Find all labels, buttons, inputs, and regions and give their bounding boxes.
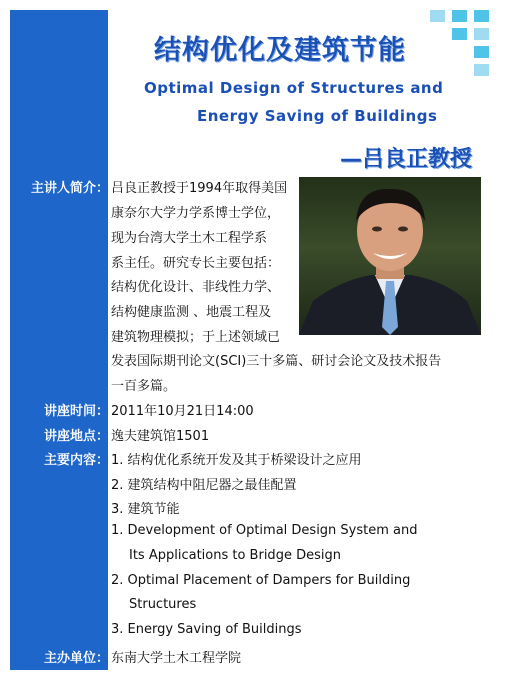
- content-label: 主要内容：: [43, 453, 109, 468]
- intro-label: 主讲人简介：: [30, 181, 109, 196]
- intro-line-4: 系主任。研究专长主要包括：: [111, 256, 281, 271]
- intro-line-9: 一百多篇。: [111, 379, 177, 394]
- portrait-illustration: [299, 177, 481, 335]
- content-line-4: 1. Development of Optimal Design System and: [111, 523, 418, 538]
- organizer-value: 东南大学土木工程学院: [111, 651, 242, 666]
- intro-line-5: 结构优化设计、非线性力学、: [111, 280, 281, 295]
- left-blue-bar: [10, 10, 108, 670]
- content-line-2: 2. 建筑结构中阻尼器之最佳配置: [111, 478, 297, 493]
- organizer-label: 主办单位：: [43, 651, 109, 666]
- intro-line-2: 康奈尔大学力学系博士学位，: [111, 206, 281, 221]
- intro-line-7: 建筑物理模拟；于上述领域已: [111, 330, 281, 345]
- venue-value: 逸夫建筑馆1501: [111, 429, 210, 444]
- content-line-3: 3. 建筑节能: [111, 502, 180, 517]
- time-label: 讲座时间：: [43, 404, 109, 419]
- decorative-squares: [430, 10, 500, 80]
- intro-line-1: 吕良正教授于1994年取得美国: [111, 181, 288, 196]
- title-english-line2: Energy Saving of Buildings: [197, 107, 438, 125]
- content-line-5: Its Applications to Bridge Design: [129, 548, 341, 563]
- time-value: 2011年10月21日14:00: [111, 404, 254, 419]
- content-line-8: 3. Energy Saving of Buildings: [111, 622, 302, 637]
- content-line-1: 1. 结构优化系统开发及其于桥梁设计之应用: [111, 453, 362, 468]
- intro-line-6: 结构健康监测 、地震工程及: [111, 305, 272, 320]
- intro-line-3: 现为台湾大学土木工程学系: [111, 231, 268, 246]
- intro-line-8: 发表国际期刊论文(SCI)三十多篇、研讨会论文及技术报告: [111, 354, 442, 369]
- title-chinese: 结构优化及建筑节能: [154, 35, 406, 66]
- content-line-7: Structures: [129, 597, 197, 612]
- content-line-6: 2. Optimal Placement of Dampers for Building: [111, 573, 411, 588]
- speaker-photo: [299, 177, 481, 335]
- venue-label: 讲座地点：: [43, 429, 109, 444]
- title-english-line1: Optimal Design of Structures and: [144, 79, 444, 97]
- speaker-name: —吕良正教授: [340, 147, 473, 172]
